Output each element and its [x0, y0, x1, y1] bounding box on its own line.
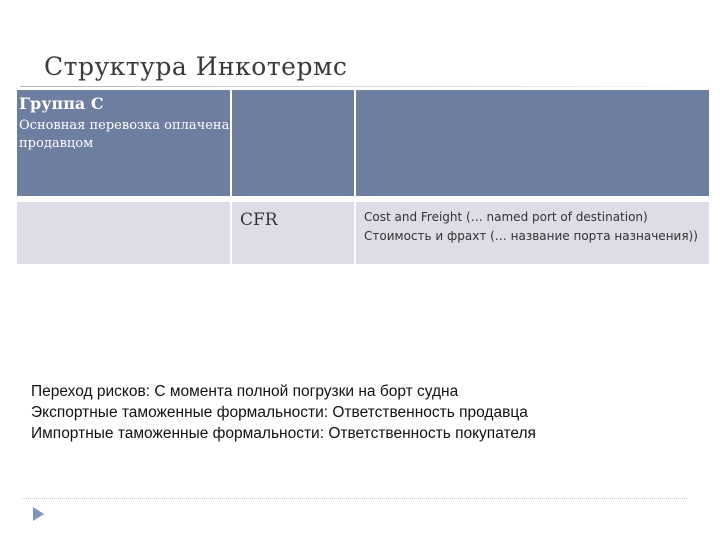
header-cell-code	[231, 90, 355, 196]
next-arrow-icon[interactable]	[33, 507, 44, 521]
term-description-cell	[355, 202, 709, 264]
group-title: Группа С	[19, 94, 104, 113]
term-code: CFR	[240, 210, 278, 230]
term-english: Cost and Freight (… named port of destination)	[364, 210, 648, 224]
group-header-cell	[17, 90, 231, 196]
incoterms-table	[17, 90, 709, 264]
row-cell-empty	[17, 202, 231, 264]
note-risk-transfer: Переход рисков: С момента полной погрузки на борт судна	[31, 383, 459, 400]
term-russian: Стоимость и фрахт (… название порта назначения))	[364, 229, 698, 243]
notes-block	[31, 381, 671, 444]
footer-divider	[22, 498, 687, 499]
group-header-row	[17, 90, 709, 196]
note-export-formalities: Экспортные таможенные формальности: Ответственность продавца	[31, 404, 528, 421]
note-import-formalities: Импортные таможенные формальности: Ответственность покупателя	[31, 425, 536, 442]
table-row	[17, 202, 709, 264]
slide-title: Структура Инкотермс	[44, 52, 348, 81]
term-code-cell	[231, 202, 355, 264]
group-description: Основная перевозка оплачена продавцом	[19, 118, 230, 151]
title-underline	[20, 86, 710, 87]
header-cell-description	[355, 90, 709, 196]
